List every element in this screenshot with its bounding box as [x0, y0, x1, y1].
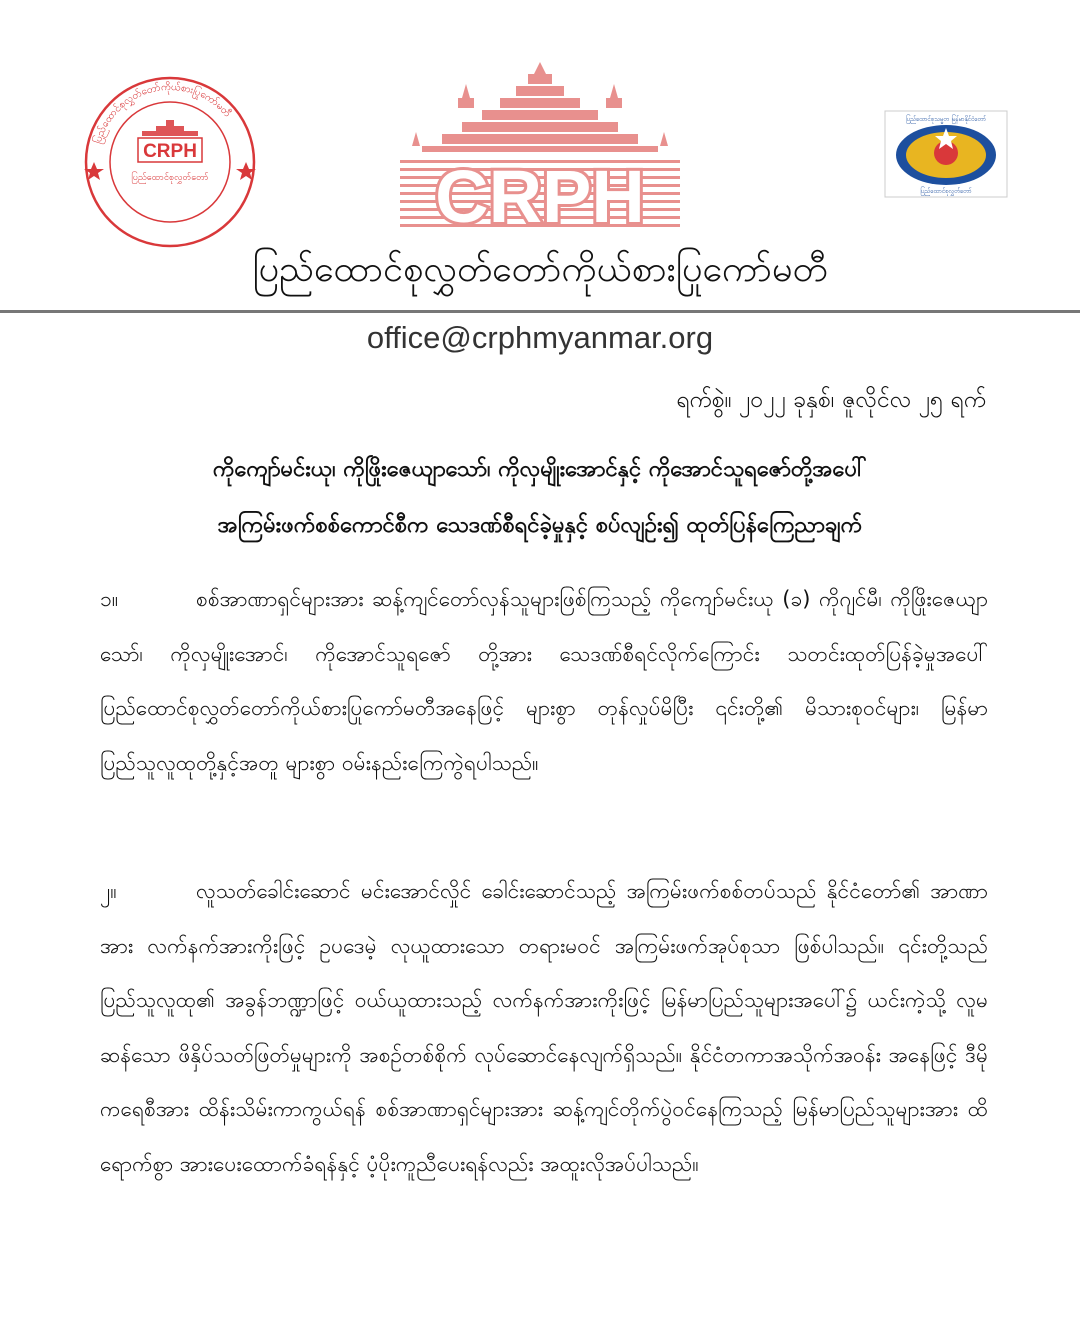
seal-under-text: ပြည်ထောင်စုလွှတ်တော် — [131, 173, 209, 183]
parliament-seal-right — [884, 110, 1008, 198]
seal-mini-pagoda — [142, 120, 198, 136]
statement-title-line1: ကိုကျော်မင်းယု၊ ကိုဖြိုးဇေယျာသော်၊ ကိုလှမျိုးအောင်နှင့် ကိုအောင်သူရဇော်တို့အပေါ် — [213, 457, 867, 482]
seal-top-text: ပြည်ထောင်စုသမ္မတ မြန်မာနိုင်ငံတော် — [905, 116, 987, 123]
paragraph-number: ၂။ — [100, 879, 117, 903]
header-divider — [0, 310, 1080, 313]
seal-outer-text: ပြည်ထောင်စုလွှတ်တော်ကိုယ်စားပြုကော်မတီ — [92, 81, 233, 146]
pagoda-roof-icon — [412, 62, 668, 152]
paragraph-1 — [100, 572, 988, 790]
paragraph-2 — [100, 864, 988, 1191]
paragraph-number: ၁။ — [100, 587, 119, 611]
crph-seal-left — [82, 74, 258, 250]
paragraph-text: စစ်အာဏာရှင်များအား ဆန့်ကျင်တော်လှန်သူများဖြစ်ကြသည့် ကိုကျော်မင်းယု (ခ) ကိုဂျင်မီ၊ ကိုဖြိုးဇေယျာသော်၊ ကိုလှမျိုးအောင်၊ ကိုအောင်သူရဇော် တို့အား သေဒဏ်စီရင်လိုက်ကြောင်း သတင်းထုတ်ပြန်ခဲ့မှုအပေါ် ပြည်ထောင်စုလွှတ်တော်ကိုယ်စားပြုကော်မတီအနေဖြင့် များစွာ တုန်လှုပ်မိပြီး ၎င်းတို့၏ မိသားစုဝင်များ၊ မြန်မာပြည်သူလူထုတို့နှင့်အတူ များစွာ ဝမ်းနည်းကြေကွဲရပါသည်။ — [100, 587, 988, 775]
logo-text: CRPH — [435, 155, 645, 238]
organization-name: ပြည်ထောင်စုလွှတ်တော်ကိုယ်စားပြုကော်မတီ — [252, 249, 828, 290]
seal-bottom-text: ပြည်ထောင်စုလွှတ်တော် — [920, 188, 972, 195]
statement-title-line2: အကြမ်းဖက်စစ်ကောင်စီက သေဒဏ်စီရင်ခဲ့မှုနှင့် စပ်လျဉ်း၍ ထုတ်ပြန်ကြေညာချက် — [217, 513, 863, 538]
document-date: ရက်စွဲ။ ၂၀၂၂ ခုနှစ်၊ ဇူလိုင်လ ၂၅ ရက် — [676, 387, 986, 413]
seal-center-text: CRPH — [143, 141, 197, 162]
paragraph-text: လူသတ်ခေါင်းဆောင် မင်းအောင်လှိုင် ခေါင်းဆောင်သည့် အကြမ်းဖက်စစ်တပ်သည် နိုင်ငံတော်၏ အာဏာအား လက်နက်အားကိုးဖြင့် ဥပဒေမဲ့ လုယူထားသော တရားမဝင် အကြမ်းဖက်အုပ်စုသာ ဖြစ်ပါသည်။ ၎င်းတို့သည် ပြည်သူလူထု၏ အခွန်ဘဏ္ဍာဖြင့် ဝယ်ယူထားသည့် လက်နက်အားကိုးဖြင့် မြန်မာပြည်သူများအပေါ်၌ ယင်းကဲ့သို့ လူမဆန်သော ဖိနှိပ်သတ်ဖြတ်မှုများကို အစဉ်တစ်စိုက် လုပ်ဆောင်နေလျက်ရှိသည်။ နိုင်ငံတကာအသိုက်အဝန်း အနေဖြင့် ဒီမိုကရေစီအား ထိန်းသိမ်းကာကွယ်ရန် စစ်အာဏာရှင်များအား ဆန့်ကျင်တိုက်ပွဲဝင်နေကြသည့် မြန်မာပြည်သူများအား ထိရောက်စွာ အားပေးထောက်ခံရန်နှင့် ပံ့ပိုးကူညီပေးရန်လည်း အထူးလိုအပ်ပါသည်။ — [100, 879, 988, 1176]
crph-logo — [396, 62, 684, 248]
contact-email: office@crphmyanmar.org — [366, 320, 714, 355]
